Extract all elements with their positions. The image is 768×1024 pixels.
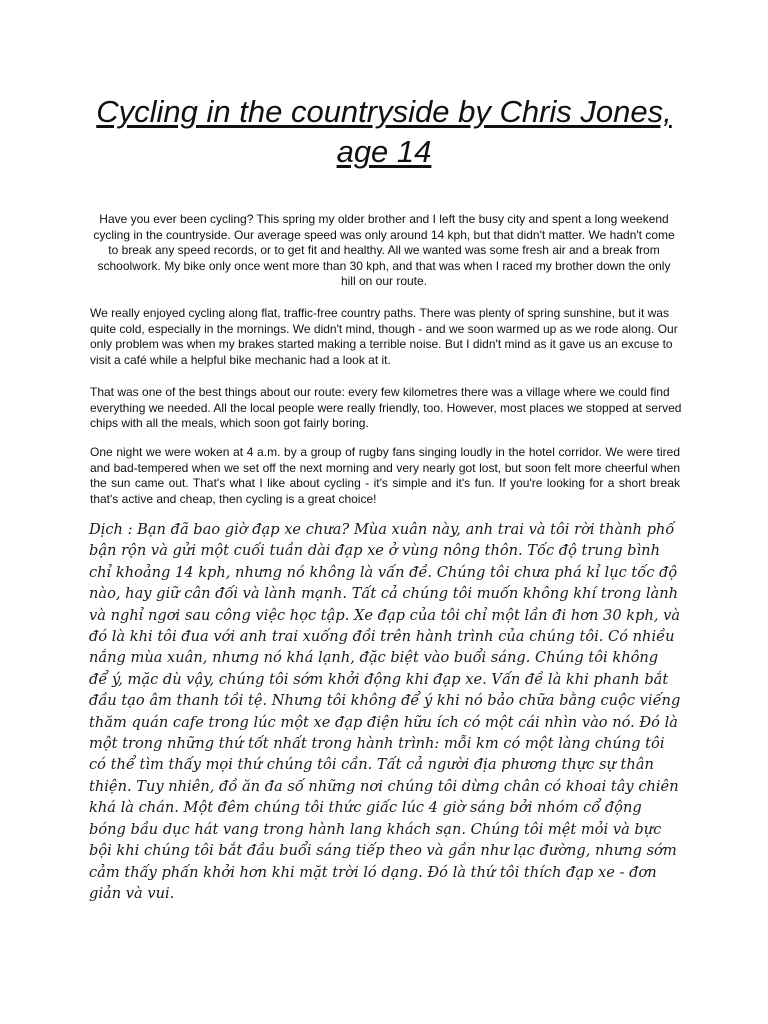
article-title: Cycling in the countryside by Chris Jones, age 14 xyxy=(96,94,672,169)
vietnamese-translation: Dịch : Bạn đã bao giờ đạp xe chưa? Mùa xuân này, anh trai và tôi rời thành phố bận rộn và gửi một cuối tuần dài đạp xe ở vùng nông thôn. Tốc độ trung bình chỉ khoảng 14 kph, nhưng nó không là vấn đề. Chúng tôi chưa phá kỉ lục tốc độ nào, hay giữ cân đối và lành mạnh. Tất cả chúng tôi muốn không khí trong lành và nghỉ ngơi sau công việc học tập. Xe đạp của tôi chỉ một lần đi hơn 30 kph, và đó là khi tôi đua với anh trai xuống đồi trên hành trình của chúng tôi. Có nhiều nắng mùa xuân, nhưng nó khá lạnh, đặc biệt vào buổi sáng. Chúng tôi không để ý, mặc dù vậy, chúng tôi sớm khởi động khi đạp xe. Vấn đề là khi phanh bắt đầu tạo âm thanh tồi tệ. Nhưng tôi không để ý khi nó bảo chữa bằng cuộc viếng thăm quán cafe trong lúc một xe đạp điện hữu ích có một cái nhìn vào nó. Đó là một trong những thứ tốt nhất trong hành trình: mỗi km có một làng chúng tôi có thể tìm thấy mọi thứ chúng tôi cần. Tất cả người địa phương thực sự thân thiện. Tuy nhiên, đồ ăn đa số những nơi chúng tôi dừng chân có khoai tây chiên khá là chán. Một đêm chúng tôi thức giấc lúc 4 giờ sáng bởi nhóm cổ động bóng bầu dục hát vang trong hành lang khách sạn. Chúng tôi mệt mỏi và bực bội khi chúng tôi bắt đầu buổi sáng tiếp theo và gần như lạc đường, nhưng sớm cảm thấy phấn khởi hơn khi mặt trời ló dạng. Đó là thứ tôi thích đạp xe - đơn giản và vui. xyxy=(89,521,681,902)
paragraph-rugby-fans: One night we were woken at 4 a.m. by a group of rugby fans singing loudly in the hotel corridor. We were tired and bad-tempered when we set off the next morning and very nearly got lost, but soon felt more cheerful when the sun came out. That's what I like about cycling - it's simple and it's fun. If you're looking for a short break that's active and cheap, then cycling is a great choice! xyxy=(90,445,680,506)
paragraph-villages: That was one of the best things about our route: every few kilometres there was a village where we could find everything we needed. All the local people were really friendly, too. However, most places we stopped at served chips with all the meals, which soon got fairly boring. xyxy=(90,385,682,430)
paragraph-country-paths: We really enjoyed cycling along flat, traffic-free country paths. There was plenty of spring sunshine, but it was quite cold, especially in the mornings. We didn't mind, though - and we soon warmed up as we rode along. Our only problem was when my brakes started making a terrible noise. But I didn't mind as it gave us an excuse to visit a café while a helpful bike mechanic had a look at it. xyxy=(90,306,678,367)
paragraph-intro: Have you ever been cycling? This spring my older brother and I left the busy city and spent a long weekend cycling in the countryside. Our average speed was only around 14 kph, but that didn't matter. We hadn't come to break any speed records, or to get fit and healthy. All we wanted was some fresh air and a break from schoolwork. My bike only once went more than 30 kph, and that was when I raced my brother down the only hill on our route. xyxy=(93,212,675,288)
